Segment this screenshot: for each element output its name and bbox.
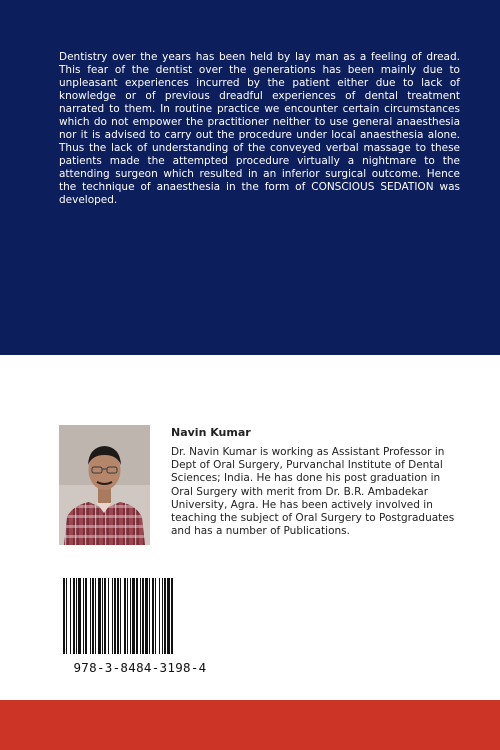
barcode-bar [130,578,131,654]
barcode-bar [152,578,154,654]
barcode-bar [149,578,150,654]
barcode-bar [162,578,163,654]
author-portrait-image [59,425,150,545]
barcode-bar [98,578,101,654]
barcode-bar [114,578,116,654]
isbn-barcode [59,572,221,686]
author-photo [59,425,150,545]
barcode-bar [78,578,81,654]
barcode-bar [132,578,135,654]
barcode-bar [171,578,173,654]
barcode-bar [92,578,94,654]
barcode-bar [155,578,156,654]
barcode-bar [95,578,96,654]
barcode-bar [145,578,148,654]
barcode-bar [102,578,103,654]
book-blurb: Dentistry over the years has been held by lay man as a feeling of dread. This fear of the dentist over the generations has been mainly due to unpleasant experiences incurred by the patient either due to lack of knowledge or of previous dreadful experiences of dental treatment narrated to them. In routine practice we encounter certain circumstances which do not empower the practitioner neither to use general anaesthesia nor it is advised to carry out the procedure under local anaesthesia alone. Thus the lack of understanding of the conveyed verbal massage to these patients made the attempted procedure virtually a nightmare to the attending surgeon which resulted in an inferior surgical outcome. Hence the technique of anaesthesia in the form of CONSCIOUS SEDATION was developed. [59,51,460,206]
barcode-bar [85,578,87,654]
author-name: Navin Kumar [171,426,251,439]
bottom-color-band [0,700,500,750]
barcode-bar [136,578,138,654]
barcode-bar [120,578,121,654]
barcode-bar [76,578,77,654]
barcode-bar [159,578,160,654]
barcode-bar [117,578,119,654]
isbn-number: 978-3-8484-3198-4 [73,660,207,675]
barcode-bar [90,578,91,654]
barcode-bar [70,578,71,654]
barcode-bar [140,578,141,654]
barcode-bar [108,578,109,654]
barcode-bars [59,578,221,654]
barcode-bar [104,578,106,654]
barcode-bar [63,578,65,654]
barcode-bar [164,578,166,654]
author-bio: Dr. Navin Kumar is working as Assistant Professor in Dept of Oral Surgery, Purvanchal Institute of Dental Sciences; India. He has done his post graduation in Oral Surgery with merit from Dr. B.R. Ambadekar University, Agra. He has been actively involved in teaching the subject of Oral Surgery to Postgraduates and has a number of Publications. [171,446,455,538]
barcode-bar [73,578,75,654]
blurb-panel [0,0,500,355]
barcode-bar [127,578,128,654]
barcode-bar [142,578,144,654]
barcode-bar [124,578,126,654]
barcode-bar [83,578,84,654]
barcode-bar [167,578,170,654]
barcode-bar [66,578,67,654]
barcode-bar [112,578,113,654]
